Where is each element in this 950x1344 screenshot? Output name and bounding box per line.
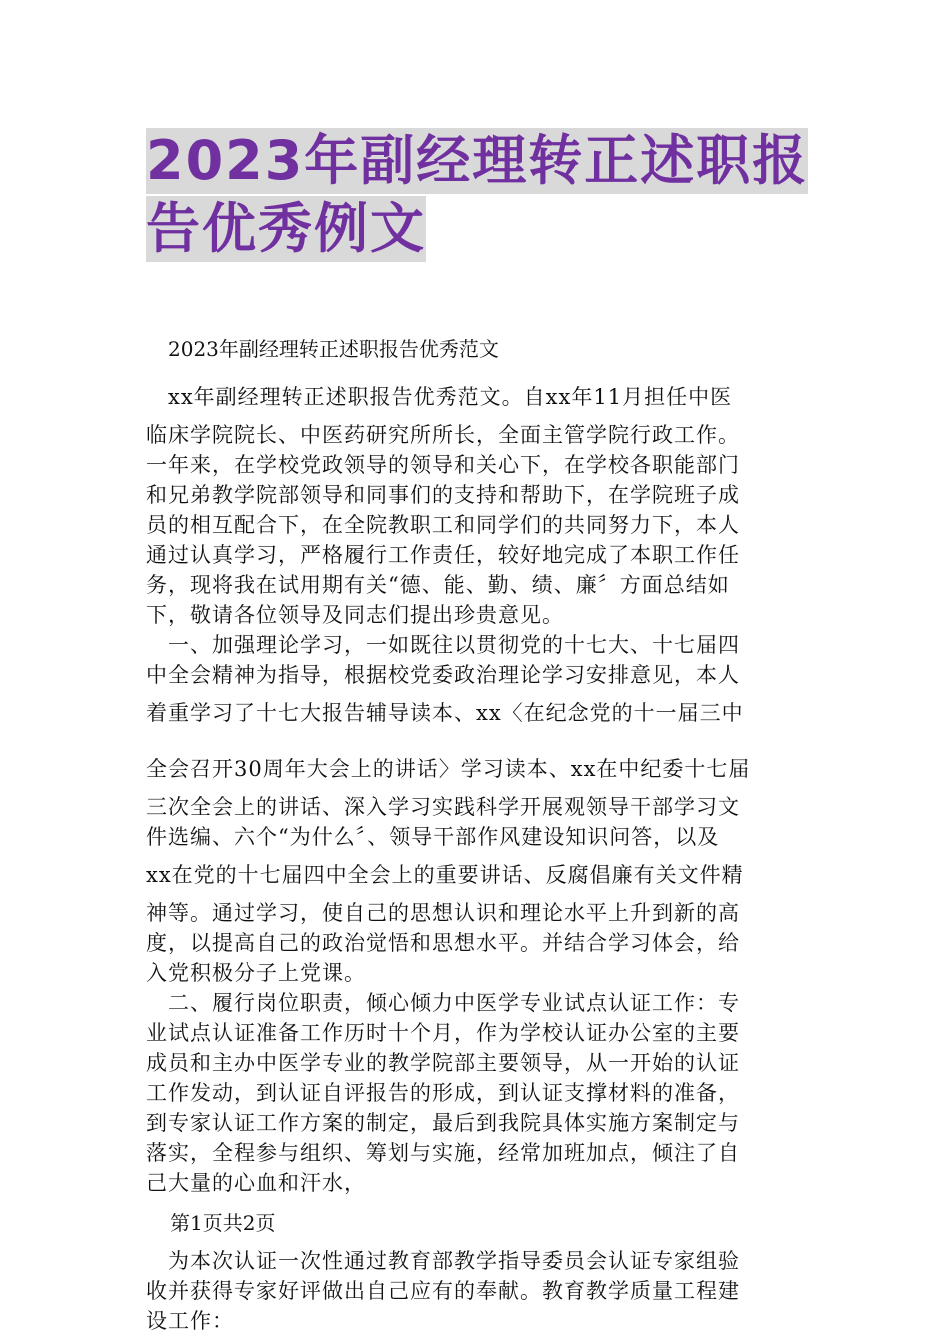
document-subtitle: 2023年副经理转正述职报告优秀范文 <box>168 337 499 361</box>
body-line: 入党积极分子上党课。 <box>146 961 366 985</box>
body-line: 落实，全程参与组织、筹划与实施，经常加班加点，倾注了自 <box>146 1141 740 1165</box>
body-line: 中全会精神为指导，根据校党委政治理论学习安排意见，本人 <box>146 663 740 687</box>
document-body <box>146 382 812 1336</box>
body-line: 员的相互配合下，在全院教职工和同学们的共同努力下，本人 <box>146 513 740 537</box>
body-line: 和兄弟教学院部领导和同事们的支持和帮助下，在学院班子成 <box>146 483 740 507</box>
body-line: 着重学习了十七大报告辅导读本、xx〈在纪念党的十一届三中 <box>146 701 744 725</box>
title-line-1: 2023年副经理转正述职报 <box>146 129 809 192</box>
body-line: 为本次认证一次性通过教育部教学指导委员会认证专家组验 <box>146 1249 740 1273</box>
body-line: 临床学院院长、中医药研究所所长，全面主管学院行政工作。 <box>146 423 740 447</box>
body-line: xx在党的十七届四中全会上的重要讲话、反腐倡廉有关文件精 <box>146 863 744 887</box>
body-line: 下，敬请各位领导及同志们提出珍贵意见。 <box>146 603 564 627</box>
page-footer: 第1页共2页 <box>170 1211 276 1235</box>
body-line: 己大量的心血和汗水， <box>146 1171 366 1195</box>
body-line: 神等。通过学习，使自己的思想认识和理论水平上升到新的高 <box>146 901 740 925</box>
body-line: 业试点认证准备工作历时十个月，作为学校认证办公室的主要 <box>146 1021 740 1045</box>
body-line: xx年副经理转正述职报告优秀范文。自xx年11月担任中医 <box>146 385 733 409</box>
body-line: 工作发动，到认证自评报告的形成，到认证支撑材料的准备， <box>146 1081 740 1105</box>
body-line: 成员和主办中医学专业的教学院部主要领导，从一开始的认证 <box>146 1051 740 1075</box>
body-line: 一、加强理论学习，一如既往以贯彻党的十七大、十七届四 <box>146 633 740 657</box>
body-line: 全会召开30周年大会上的讲话〉学习读本、xx在中纪委十七届 <box>146 757 751 781</box>
body-line: 件选编、六个“为什么〞、领导干部作风建设知识问答，以及 <box>146 825 720 849</box>
body-line: 设工作： <box>146 1309 234 1333</box>
body-line: 度，以提高自己的政治觉悟和思想水平。并结合学习体会，给 <box>146 931 740 955</box>
body-line: 一年来，在学校党政领导的领导和关心下，在学校各职能部门 <box>146 453 740 477</box>
document-title <box>146 128 826 262</box>
body-line: 通过认真学习，严格履行工作责任，较好地完成了本职工作任 <box>146 543 740 567</box>
body-line: 务，现将我在试用期有关“德、能、勤、绩、廉〞方面总结如 <box>146 573 730 597</box>
body-line: 到专家认证工作方案的制定，最后到我院具体实施方案制定与 <box>146 1111 740 1135</box>
body-line: 收并获得专家好评做出自己应有的奉献。教育教学质量工程建 <box>146 1279 740 1303</box>
body-line: 二、履行岗位职责，倾心倾力中医学专业试点认证工作：专 <box>146 991 740 1015</box>
body-line: 三次全会上的讲话、深入学习实践科学开展观领导干部学习文 <box>146 795 740 819</box>
title-line-2: 告优秀例文 <box>146 197 426 260</box>
